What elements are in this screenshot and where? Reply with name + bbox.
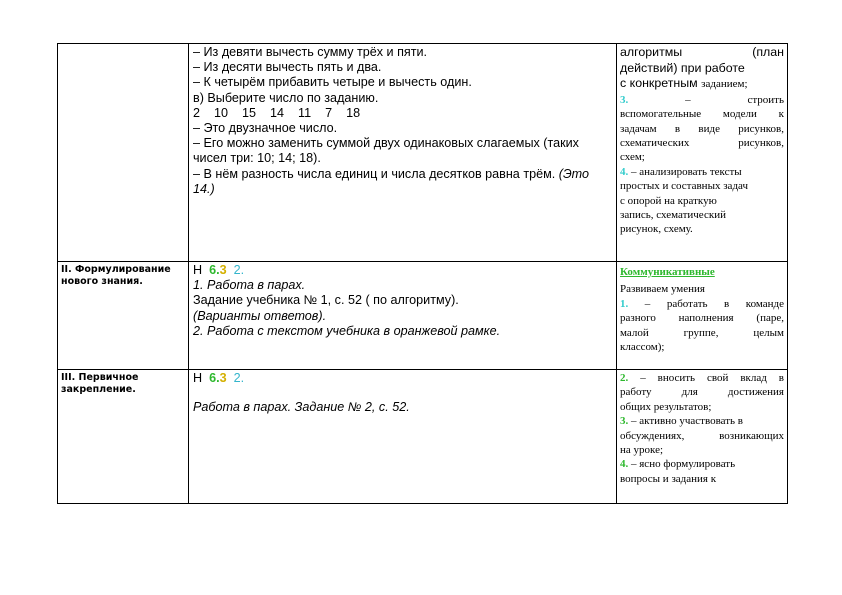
skills-text: – активно участвовать в bbox=[628, 415, 743, 428]
table-row bbox=[58, 262, 788, 370]
skills-line: общих результатов; bbox=[620, 400, 712, 413]
content-line: – К четырём прибавить четыре и вычесть один. bbox=[193, 75, 472, 90]
content-text: – В нём разность числа единиц и числа десятков равна трём. bbox=[193, 166, 556, 181]
skills-line: разного наполнения (паре, bbox=[620, 312, 784, 325]
skills-line: простых и составных задач bbox=[620, 180, 749, 193]
skills-text: алгоритмы bbox=[620, 45, 683, 59]
skills-line: запись, схематический bbox=[620, 209, 726, 222]
content-line: в) Выберите число по заданию. bbox=[193, 90, 379, 105]
skills-line bbox=[620, 371, 784, 385]
content-line: Задание учебника № 1, с. 52 ( по алгоритму). bbox=[193, 293, 459, 308]
marker-number: 3 bbox=[219, 263, 227, 277]
marker-number: 3 bbox=[219, 371, 227, 385]
marker-line bbox=[193, 371, 612, 386]
stage-cell bbox=[58, 44, 189, 262]
skills-text: – bbox=[685, 93, 691, 106]
item-number: 4. bbox=[620, 165, 629, 178]
item-number: 2. bbox=[620, 372, 629, 384]
skills-subheading: Развиваем умения bbox=[620, 283, 705, 296]
skills-line bbox=[620, 457, 784, 471]
item-number: 3. bbox=[620, 93, 629, 106]
marker-letter: Н bbox=[193, 263, 203, 277]
skills-cell bbox=[617, 262, 788, 370]
skills-text: – ясно формулировать bbox=[628, 458, 736, 471]
marker-number: 2. bbox=[233, 371, 245, 385]
skills-text: (план bbox=[752, 45, 784, 59]
marker-line bbox=[193, 263, 612, 278]
skills-line: на уроке; bbox=[620, 444, 664, 457]
skills-line bbox=[620, 326, 784, 340]
skills-text: заданием; bbox=[701, 78, 748, 91]
content-line: 2. Работа с текстом учебника в оранжевой рамке. bbox=[193, 323, 501, 338]
marker-letter: Н bbox=[193, 371, 203, 385]
stage-cell bbox=[58, 370, 189, 504]
skills-line: задачам в виде рисунков, bbox=[620, 122, 784, 135]
table-row bbox=[58, 44, 788, 262]
skills-line bbox=[620, 76, 784, 93]
skills-text: целым bbox=[753, 326, 784, 339]
item-number: 1. bbox=[620, 297, 629, 310]
stage-label: II. Формулирование нового знания. bbox=[61, 264, 171, 287]
skills-cell bbox=[617, 370, 788, 504]
content-line: – Из десяти вычесть пять и два. bbox=[193, 60, 382, 75]
marker-number: 6. bbox=[209, 263, 220, 277]
content-line: (Варианты ответов). bbox=[193, 308, 327, 323]
skills-heading: Коммуникативные bbox=[620, 266, 715, 278]
stage-label: III. Первичное закрепление. bbox=[61, 372, 139, 395]
skills-line bbox=[620, 297, 784, 311]
number-choices: 2 10 15 14 11 7 18 bbox=[193, 105, 361, 120]
content-cell bbox=[189, 262, 617, 370]
skills-line: классом); bbox=[620, 341, 665, 354]
skills-line: работу для достижения bbox=[620, 386, 784, 399]
content-line: – Это двузначное число. bbox=[193, 121, 338, 136]
skills-line: вспомогательные модели к bbox=[620, 108, 784, 121]
item-number: 4. bbox=[620, 458, 629, 471]
skills-text: с конкретным bbox=[620, 76, 698, 91]
content-line: Работа в парах. Задание № 2, с. 52. bbox=[193, 400, 410, 415]
skills-text: – анализировать тексты bbox=[628, 165, 742, 178]
skills-line: с опорой на краткую bbox=[620, 194, 717, 207]
content-cell bbox=[189, 370, 617, 504]
skills-text: группе, bbox=[683, 326, 719, 339]
answer-text: (Это 14.) bbox=[193, 166, 590, 196]
content-cell bbox=[189, 44, 617, 262]
content-line: 1. Работа в парах. bbox=[193, 278, 306, 293]
content-line bbox=[193, 167, 612, 197]
stage-cell bbox=[58, 262, 189, 370]
spacer bbox=[193, 386, 612, 400]
skills-line: схематических рисунков, bbox=[620, 137, 784, 149]
skills-line bbox=[620, 93, 784, 107]
skills-text: – вносить свой вклад в bbox=[628, 372, 784, 384]
skills-text: – работать в команде bbox=[628, 297, 784, 310]
item-number: 3. bbox=[620, 415, 629, 428]
skills-line bbox=[620, 414, 784, 428]
skills-line bbox=[620, 45, 784, 61]
skills-line: действий) при работе bbox=[620, 60, 745, 75]
skills-text: малой bbox=[620, 326, 649, 339]
lesson-plan-table bbox=[57, 43, 788, 504]
skills-line: схем; bbox=[620, 151, 645, 164]
marker-number: 2. bbox=[233, 263, 245, 277]
skills-line bbox=[620, 165, 784, 179]
skills-line: рисунок, схему. bbox=[620, 223, 693, 236]
skills-text: строить bbox=[747, 93, 784, 106]
table-row bbox=[58, 370, 788, 504]
skills-line: вопросы и задания к bbox=[620, 472, 717, 485]
skills-line: обсуждениях, возникающих bbox=[620, 429, 784, 442]
content-line: – Из девяти вычесть сумму трёх и пяти. bbox=[193, 45, 428, 59]
marker-number: 6. bbox=[209, 371, 220, 385]
skills-cell bbox=[617, 44, 788, 262]
content-line: – Его можно заменить суммой двух одинаковых слагаемых (таких чисел три: 10; 14; 18). bbox=[193, 136, 579, 166]
